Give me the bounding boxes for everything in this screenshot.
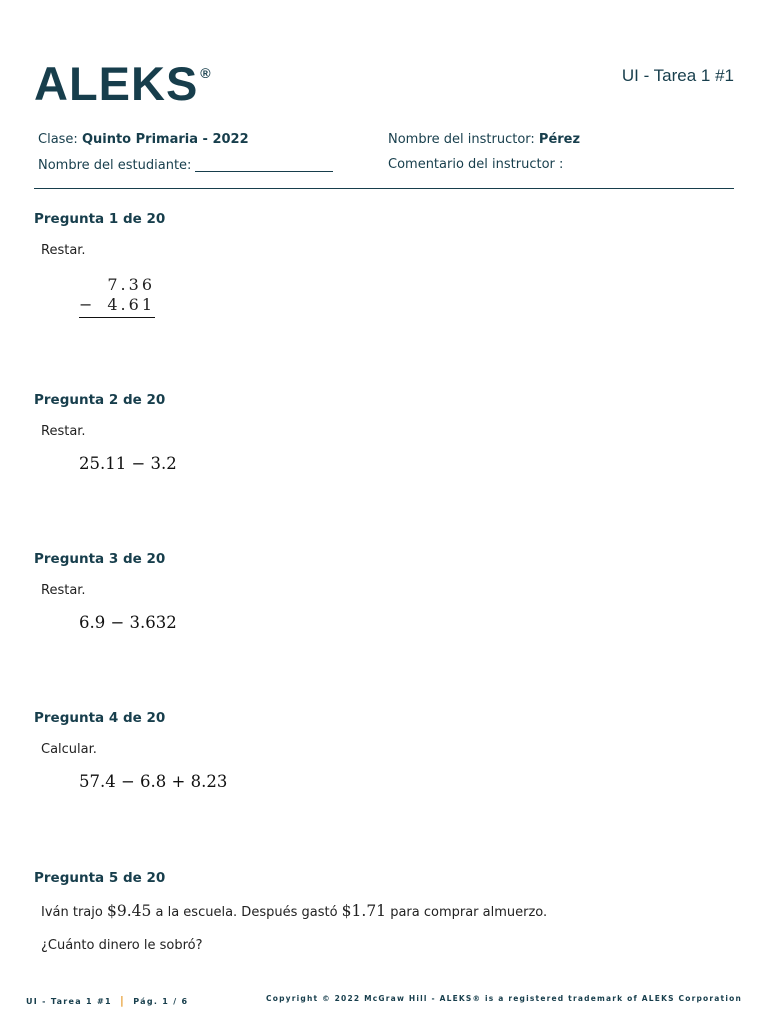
assignment-title: UI - Tarea 1 #1 <box>621 66 734 85</box>
question-3-expression: 6.9 − 3.632 <box>79 613 177 632</box>
question-4-heading: Pregunta 4 de 20 <box>34 710 166 726</box>
top-number: 7.36 <box>107 275 155 294</box>
registered-mark: ® <box>200 65 212 81</box>
class-value: Quinto Primaria - 2022 <box>81 132 249 147</box>
question-5-question: ¿Cuánto dinero le sobró? <box>41 938 203 953</box>
footer-assignment: UI - Tarea 1 #1 <box>26 997 112 1006</box>
problem-text-c: para comprar almuerzo. <box>390 905 548 920</box>
logo-text: ALEKS <box>34 57 199 110</box>
instructor-info <box>388 132 580 147</box>
footer-left <box>26 994 188 1007</box>
instructor-comment: Comentario del instructor : <box>388 157 564 172</box>
question-4-prompt: Calcular. <box>41 742 97 757</box>
footer-copyright: Copyright © 2022 McGraw Hill - ALEKS® is a registered trademark of ALEKS Corporation <box>266 994 742 1003</box>
question-3-prompt: Restar. <box>41 583 86 598</box>
instructor-label: Nombre del instructor: <box>388 132 535 147</box>
student-name-blank <box>195 157 333 172</box>
student-label: Nombre del estudiante: <box>38 158 192 173</box>
subtraction-line <box>79 317 155 318</box>
question-5-heading: Pregunta 5 de 20 <box>34 870 166 886</box>
amount-brought: $9.45 <box>106 902 152 920</box>
bottom-row <box>79 295 155 315</box>
minus-sign: − <box>79 295 96 314</box>
problem-text-a: Iván trajo <box>41 905 103 920</box>
question-2-expression: 25.11 − 3.2 <box>79 454 177 473</box>
question-3-heading: Pregunta 3 de 20 <box>34 551 166 567</box>
footer-page-number: Pág. 1 / 6 <box>133 997 189 1006</box>
header-divider <box>34 188 734 189</box>
question-5-problem <box>41 902 547 920</box>
class-info <box>38 132 249 147</box>
question-4-expression: 57.4 − 6.8 + 8.23 <box>79 772 228 791</box>
class-label: Clase: <box>38 132 78 147</box>
bottom-number: 4.61 <box>107 295 155 314</box>
amount-spent: $1.71 <box>341 902 387 920</box>
footer-separator: | <box>119 994 126 1007</box>
question-1-prompt: Restar. <box>41 243 86 258</box>
student-info <box>38 157 333 173</box>
problem-text-b: a la escuela. Después gastó <box>155 905 338 920</box>
aleks-logo <box>34 57 212 110</box>
question-1-vertical-subtraction <box>79 275 155 318</box>
question-2-prompt: Restar. <box>41 424 86 439</box>
question-2-heading: Pregunta 2 de 20 <box>34 392 166 408</box>
top-row <box>79 275 155 295</box>
instructor-value: Pérez <box>538 132 581 147</box>
question-1-heading: Pregunta 1 de 20 <box>34 211 166 227</box>
